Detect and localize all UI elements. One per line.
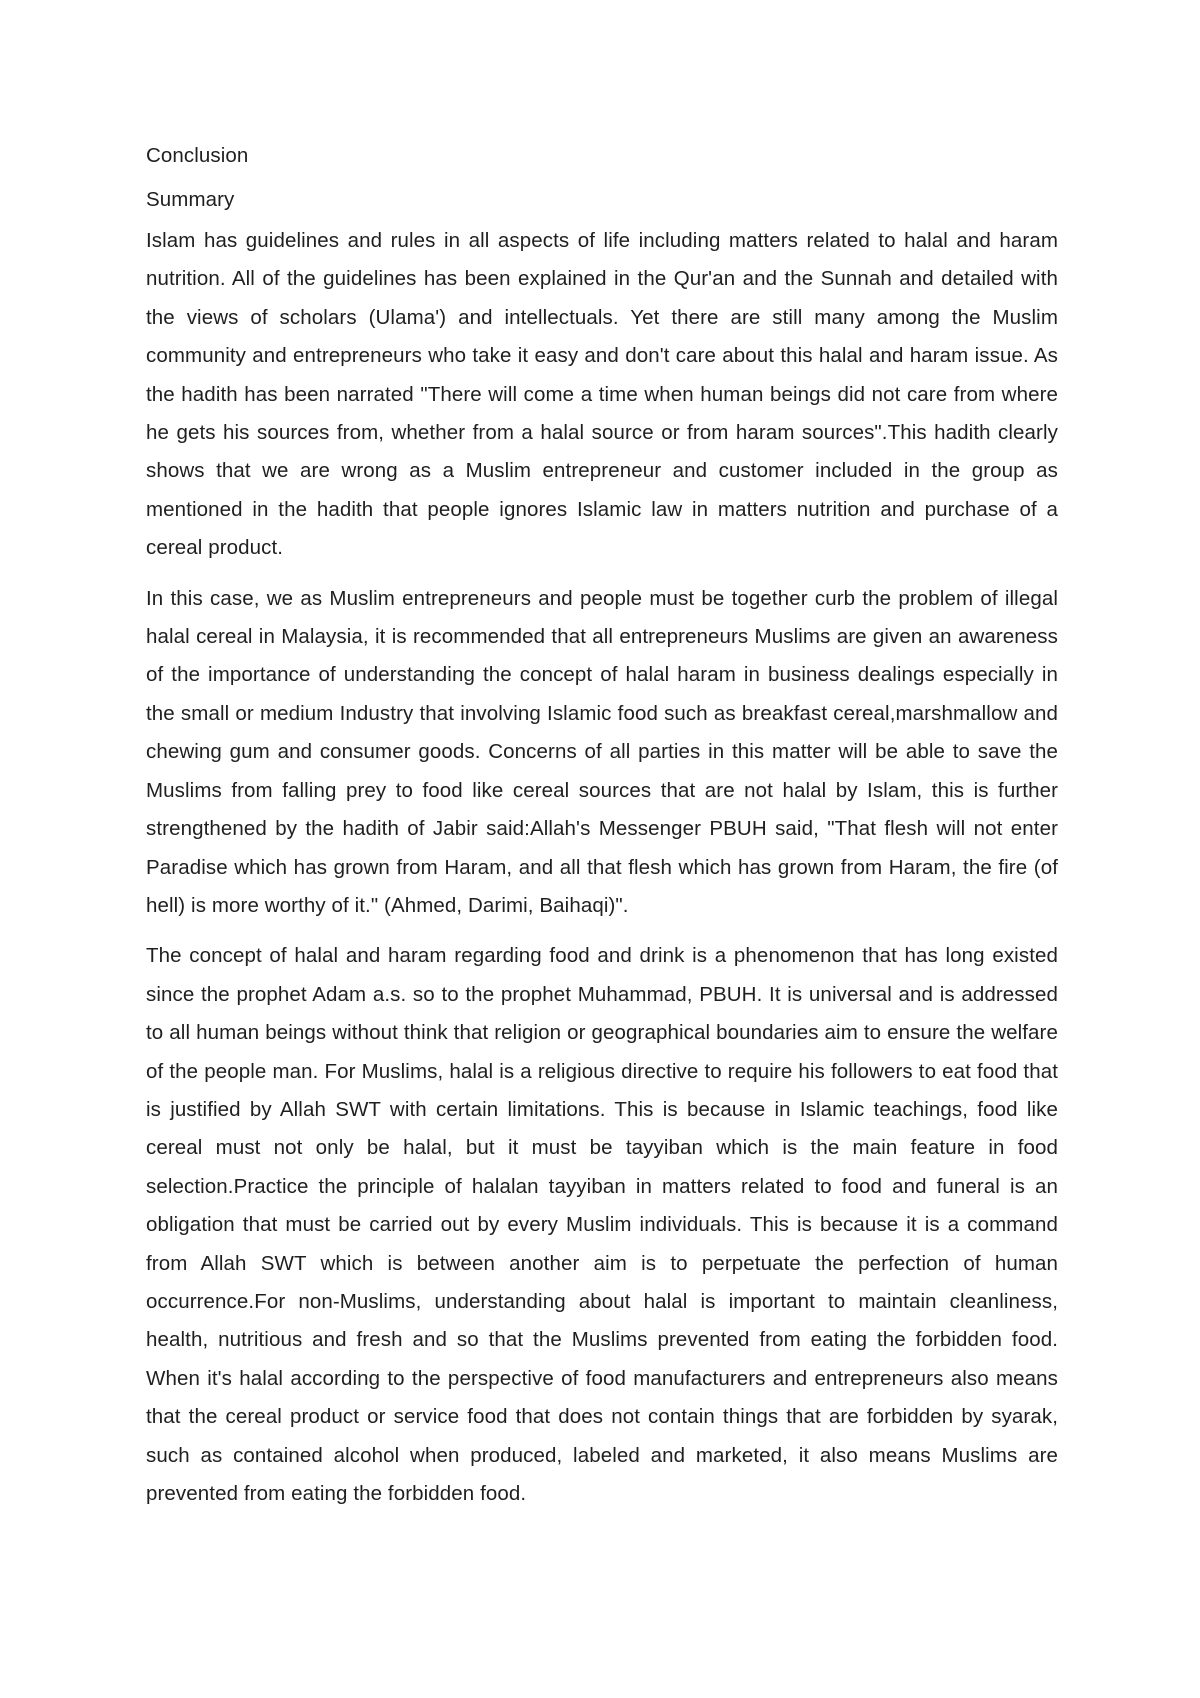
paragraph-3: The concept of halal and haram regarding food and drink is a phenomenon that has long existed since the prophet Adam a.s. so to the prophet Muhammad, PBUH. It is universal and is addressed to all human beings without think that religion or geographical boundaries aim to ensure the welfare of the people man. For Muslims, halal is a religious directive to require his followers to eat food that is justified by Allah SWT with certain limitations. This is because in Islamic teachings, food like cereal must not only be halal, but it must be tayyiban which is the main feature in food selection.Practice the principle of halalan tayyiban in matters related to food and funeral is an obligation that must be carried out by every Muslim individuals. This is because it is a command from Allah SWT which is between another aim is to perpetuate the perfection of human occurrence.For non-Muslims, understanding about halal is important to maintain cleanliness, health, nutritious and fresh and so that the Muslims prevented from eating the forbidden food. When it's halal according to the perspective of food manufacturers and entrepreneurs also means that the cereal product or service food that does not contain things that are forbidden by syarak, such as contained alcohol when produced, labeled and marketed, it also means Muslims are prevented from eating the forbidden food. <box>146 944 1058 1505</box>
paragraph-1: Islam has guidelines and rules in all aspects of life including matters related to halal and haram nutrition. All of the guidelines has been explained in the Qur'an and the Sunnah and detailed with the views of scholars (Ulama') and intellectuals. Yet there are still many among the Muslim community and entrepreneurs who take it easy and don't care about this halal and haram issue. As the hadith has been narrated "There will come a time when human beings did not care from where he gets his sources from, whether from a halal source or from haram sources".This hadith clearly shows that we are wrong as a Muslim entrepreneur and customer included in the group as mentioned in the hadith that people ignores Islamic law in matters nutrition and purchase of a cereal product. <box>146 229 1058 560</box>
paragraph-2: In this case, we as Muslim entrepreneurs and people must be together curb the problem of illegal halal cereal in Malaysia, it is recommended that all entrepreneurs Muslims are given an awareness of the importance of understanding the concept of halal haram in business dealings especially in the small or medium Industry that involving Islamic food such as breakfast cereal,marshmallow and chewing gum and consumer goods. Concerns of all parties in this matter will be able to save the Muslims from falling prey to food like cereal sources that are not halal by Islam, this is further strengthened by the hadith of Jabir said:Allah's Messenger PBUH said, "That flesh will not enter Paradise which has grown from Haram, and all that flesh which has grown from Haram, the fire (of hell) is more worthy of it." (Ahmed, Darimi, Baihaqi)". <box>146 586 1058 917</box>
section-heading: Conclusion <box>146 144 249 167</box>
document-body <box>146 140 1058 1513</box>
section-subheading: Summary <box>146 188 235 211</box>
